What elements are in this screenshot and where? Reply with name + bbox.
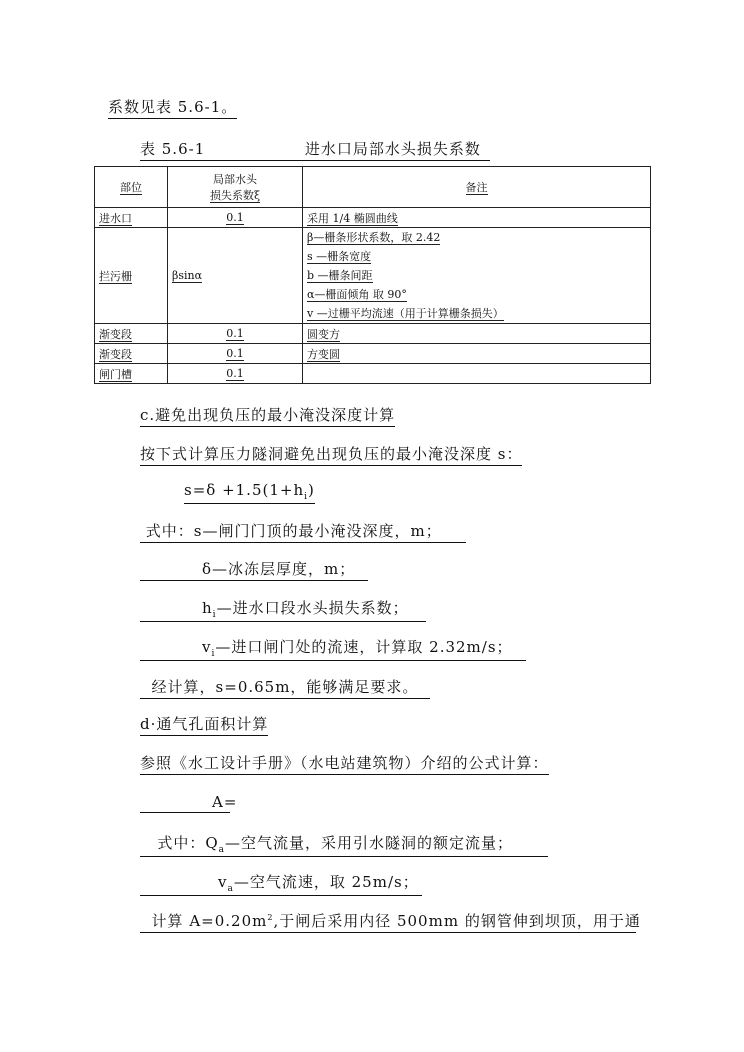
table-header-row xyxy=(95,167,651,208)
where-va: $v_a—$空气流速，取 25m/s； xyxy=(140,871,422,896)
cell-part: 拦污栅 xyxy=(95,228,168,324)
where-hi: $h_i—$进水口段水头损失系数； xyxy=(140,597,426,622)
cell-coef: βsinα xyxy=(168,228,303,324)
note-item: β—栅条形状系数，取 2.42 xyxy=(307,231,441,244)
head-loss-table xyxy=(94,166,651,384)
where-vi: $v_i—$进口闸门处的流速，计算取 2.32m/s； xyxy=(140,636,526,661)
table-row xyxy=(95,324,651,344)
header-note: 备注 xyxy=(303,167,651,208)
header-coef: 局部水头 损失系数ξ xyxy=(168,167,303,208)
cell-coef: 0.1 xyxy=(168,208,303,228)
cell-note: 采用 1/4 椭圆曲线 xyxy=(303,208,651,228)
section-d-intro: 参照《水工设计手册》（水电站建筑物）介绍的公式计算： xyxy=(140,752,549,775)
cell-part: 渐变段 xyxy=(95,344,168,364)
header-part: 部位 xyxy=(95,167,168,208)
cell-note-list xyxy=(303,228,651,324)
cell-coef: 0.1 xyxy=(168,364,303,384)
table-title: 进水口局部水头损失系数 xyxy=(304,140,481,158)
calc-a: 计算 $A=0.20m^2$,于闸后采用内径 500mm 的钢管伸到坝顶，用于通 xyxy=(140,910,636,933)
where-delta: δ—冰冻层厚度，m； xyxy=(140,558,368,581)
cell-note xyxy=(303,364,651,384)
table-number: 表 5.6-1 xyxy=(140,140,206,158)
note-item: b —栅条间距 xyxy=(307,269,373,282)
table-row xyxy=(95,208,651,228)
cell-coef: 0.1 xyxy=(168,324,303,344)
intro-text: 系数见表 5.6-1。 xyxy=(108,96,237,119)
result-s: 经计算，s=0.65m，能够满足要求。 xyxy=(140,676,430,699)
cell-part: 闸门槽 xyxy=(95,364,168,384)
cell-part: 进水口 xyxy=(95,208,168,228)
where-s: 式中：s—闸门门顶的最小淹没深度，m； xyxy=(140,520,466,543)
cell-coef: 0.1 xyxy=(168,344,303,364)
cell-part: 渐变段 xyxy=(95,324,168,344)
table-caption xyxy=(140,138,490,161)
section-c-intro: 按下式计算压力隧洞避免出现负压的最小淹没深度 s： xyxy=(140,443,522,466)
formula-s: $s=\delta +1.5(1+h_i)$ xyxy=(184,481,315,502)
section-d-heading: d·通气孔面积计算 xyxy=(140,713,268,736)
table-row xyxy=(95,228,651,324)
note-item: α—栅面倾角 取 90° xyxy=(307,288,407,301)
where-qa: 式中：$Q_a—$空气流量，采用引水隧洞的额定流量； xyxy=(140,832,548,857)
formula-a: A= xyxy=(140,793,230,813)
note-item: v —过栅平均流速（用于计算栅条损失） xyxy=(307,307,504,320)
section-c-heading: c.避免出现负压的最小淹没深度计算 xyxy=(140,404,395,427)
table-row xyxy=(95,364,651,384)
cell-note: 方变圆 xyxy=(303,344,651,364)
cell-note: 圆变方 xyxy=(303,324,651,344)
table-row xyxy=(95,344,651,364)
note-item: s —栅条宽度 xyxy=(307,250,372,263)
